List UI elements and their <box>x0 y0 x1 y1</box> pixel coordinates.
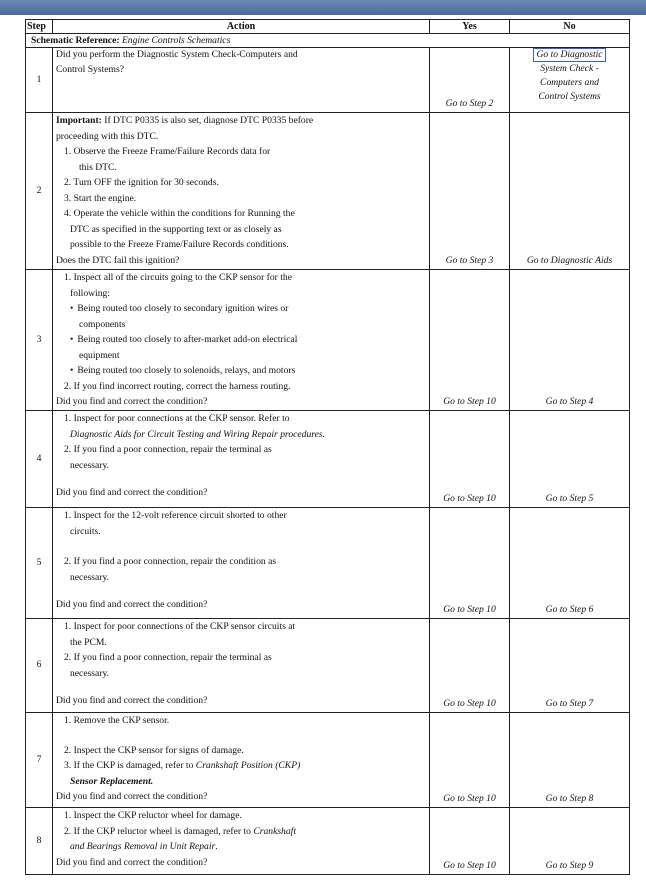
action-line: 3. Start the engine. <box>64 192 137 204</box>
action-line: equipment <box>79 349 120 361</box>
action-cell <box>53 808 430 875</box>
action-line: DTC as specified in the supporting text or as closely as <box>70 223 282 235</box>
reference-link[interactable]: and Bearings Removal in Unit Repair <box>70 841 216 852</box>
action-line: 1. Remove the CKP sensor. <box>64 715 170 726</box>
action-line: necessary. <box>70 571 110 583</box>
action-text: 3. If the CKP is damaged, refer to <box>64 760 194 771</box>
action-line <box>56 824 426 840</box>
no-link[interactable]: Go to Step 9 <box>510 808 630 875</box>
action-question: Did you find and correct the condition? <box>56 487 208 498</box>
bullet-item: • Being routed too closely to solenoids, relays, and motors <box>56 363 426 379</box>
action-line: 2. Inspect the CKP sensor for signs of damage. <box>64 744 244 756</box>
header-action: Action <box>53 20 430 34</box>
action-line: 1. Inspect for the 12-volt reference circuit shorted to other <box>64 510 287 521</box>
action-line: Did you perform the Diagnostic System Check-Computers and <box>56 49 298 60</box>
action-line: 1. Inspect all of the circuits going to the CKP sensor for the <box>64 272 292 283</box>
action-line: 2. If you find a poor connection, repair the condition as <box>64 556 277 567</box>
action-line: 1. Inspect for poor connections at the CKP sensor. Refer to <box>64 413 290 424</box>
step-number: 3 <box>26 270 53 411</box>
action-line: necessary. <box>70 667 110 679</box>
action-line: possible to the Freeze Frame/Failure Records conditions. <box>70 239 289 250</box>
step-number: 4 <box>26 411 53 508</box>
schematic-link[interactable]: Engine Controls Schematics <box>121 35 231 46</box>
important-label: Important: <box>56 115 102 126</box>
header-no: No <box>510 20 630 34</box>
action-question: Did you find and correct the condition? <box>56 695 208 706</box>
document-page <box>0 15 646 891</box>
action-cell <box>53 411 430 508</box>
yes-link[interactable]: Go to Step 3 <box>430 113 510 270</box>
action-cell <box>53 270 430 411</box>
action-line: 2. If you find a poor connection, repair the terminal as <box>64 652 272 663</box>
table-row <box>26 713 630 808</box>
yes-link[interactable]: Go to Step 10 <box>430 808 510 875</box>
action-cell <box>53 508 430 619</box>
action-line: Control Systems? <box>56 63 124 75</box>
table-row <box>26 113 630 270</box>
action-text: . <box>215 841 218 852</box>
no-link-line[interactable]: Computers and <box>540 77 599 88</box>
no-link[interactable]: Go to Step 5 <box>510 411 630 508</box>
action-line: 1. Inspect the CKP reluctor wheel for damage. <box>64 810 242 821</box>
yes-link[interactable]: Go to Step 10 <box>430 270 510 411</box>
action-question: Does the DTC fail this ignition? <box>56 254 180 266</box>
action-cell <box>53 619 430 713</box>
no-link[interactable]: Go to Step 7 <box>510 619 630 713</box>
table-row <box>26 48 630 113</box>
step-number: 7 <box>26 713 53 808</box>
action-line: components <box>79 318 126 330</box>
header-yes: Yes <box>430 20 510 34</box>
action-cell <box>53 713 430 808</box>
action-line <box>56 839 426 855</box>
action-line: 2. If you find incorrect routing, correct the harness routing. <box>64 380 291 392</box>
window-title-bar <box>0 0 646 15</box>
action-question: Did you find and correct the condition? <box>56 396 208 407</box>
step-number: 1 <box>26 48 53 113</box>
bullet-item: • Being routed too closely to secondary ignition wires or <box>56 301 426 317</box>
yes-link[interactable]: Go to Step 10 <box>430 619 510 713</box>
action-line: circuits. <box>70 525 101 537</box>
header-step: Step <box>26 20 53 34</box>
schematic-row <box>26 34 630 48</box>
action-line: necessary. <box>70 459 110 471</box>
table-row <box>26 270 630 411</box>
no-link-line[interactable]: System Check - <box>540 63 599 74</box>
action-text: 2. If the CKP reluctor wheel is damaged, refer to <box>64 825 251 837</box>
header-row <box>26 20 630 34</box>
no-link[interactable]: Go to Step 8 <box>510 713 630 808</box>
table-row <box>26 808 630 875</box>
reference-link[interactable]: Diagnostic Aids for Circuit Testing and Wiring Repair procedures. <box>70 428 326 440</box>
no-link[interactable]: Go to Diagnostic Aids <box>510 113 630 270</box>
action-line: 1. Observe the Freeze Frame/Failure Records data for <box>64 146 271 157</box>
yes-link[interactable]: Go to Step 10 <box>430 713 510 808</box>
yes-link[interactable]: Go to Step 10 <box>430 508 510 619</box>
action-question: Did you find and correct the condition? <box>56 791 208 802</box>
step-number: 8 <box>26 808 53 875</box>
action-line <box>56 758 426 774</box>
yes-link[interactable]: Go to Step 10 <box>430 411 510 508</box>
table-row <box>26 411 630 508</box>
yes-link[interactable]: Go to Step 2 <box>430 48 510 113</box>
action-line: 2. Turn OFF the ignition for 30 seconds. <box>64 177 219 188</box>
action-line: 1. Inspect for poor connections of the CKP sensor circuits at <box>64 621 296 632</box>
important-note <box>56 113 426 129</box>
schematic-reference <box>26 34 630 48</box>
action-cell <box>53 48 430 113</box>
action-question: Did you find and correct the condition? <box>56 599 208 610</box>
reference-link[interactable]: Crankshaft Position (CKP) <box>195 760 301 771</box>
bullet-item: • Being routed too closely to after-market add-on electrical <box>56 332 426 348</box>
no-link-line[interactable]: Control Systems <box>538 91 601 102</box>
step-number: 6 <box>26 619 53 713</box>
action-line: 4. Operate the vehicle within the conditions for Running the <box>64 208 295 219</box>
step-number: 2 <box>26 113 53 270</box>
reference-link[interactable]: Sensor Replacement. <box>70 775 154 787</box>
action-cell <box>53 113 430 270</box>
action-line: the PCM. <box>70 636 107 648</box>
step-number: 5 <box>26 508 53 619</box>
no-link[interactable]: Go to Step 4 <box>510 270 630 411</box>
no-link[interactable]: Go to Diagnostic <box>533 48 605 62</box>
action-line: proceeding with this DTC. <box>56 130 159 142</box>
action-line: this DTC. <box>79 161 117 173</box>
important-text: If DTC P0335 is also set, diagnose DTC P0335 before <box>104 115 314 126</box>
table-row <box>26 508 630 619</box>
schematic-label: Schematic Reference: <box>31 35 120 46</box>
no-cell <box>510 48 630 113</box>
reference-link[interactable]: Crankshaft <box>253 825 296 837</box>
no-link[interactable]: Go to Step 6 <box>510 508 630 619</box>
table-row <box>26 619 630 713</box>
action-question: Did you find and correct the condition? <box>56 856 208 868</box>
diagnostic-table <box>25 19 630 875</box>
action-line: 2. If you find a poor connection, repair the terminal as <box>64 444 272 455</box>
action-line: following: <box>70 287 110 299</box>
